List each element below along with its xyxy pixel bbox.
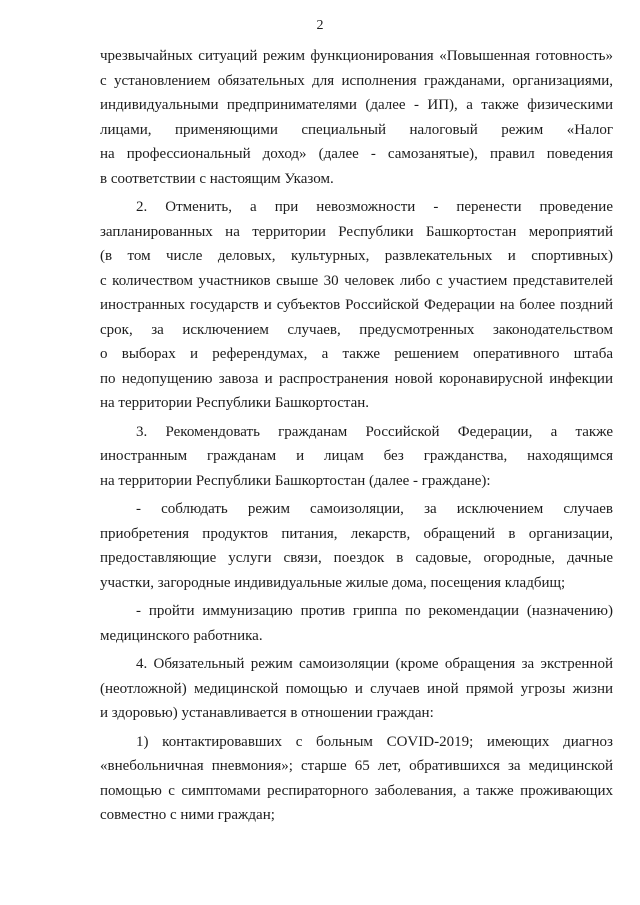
text-line: совместно с ними граждан; [100,807,275,823]
paragraph-p2 [100,420,613,494]
paragraph-p3 [100,497,613,595]
text-line: (в том числе деловых, культурных, развлекательных и спортивных) [100,248,613,264]
text-line: 4. Обязательный режим самоизоляции (кроме обращения за экстренной [136,656,613,672]
text-line: (неотложной) медицинской помощью и случаев иной прямой угрозы жизни [100,680,613,697]
paragraph-p6 [100,730,613,828]
page-number: 2 [316,18,324,33]
text-line: «внебольничная пневмония»; старше 65 лет, обратившихся за медицинской [100,758,613,774]
text-line: в соответствии с настоящим Указом. [100,170,334,187]
text-line: участки, загородные индивидуальные жилые дома, посещения кладбищ; [100,574,566,591]
text-line: предоставляющие услуги связи, поездок в садовые, огородные, дачные [100,550,613,566]
paragraph-p0 [100,44,613,191]
paragraph-p1 [100,195,613,416]
text-line: по недопущению завоза и распространения новой коронавирусной инфекции [100,370,613,387]
text-line: на территории Республики Башкортостан (далее - граждане): [100,472,491,489]
text-line: помощью с симптомами респираторного заболевания, а также проживающих [100,782,613,799]
text-line: на профессиональный доход» (далее - самозанятые), правил поведения [100,146,613,162]
text-line: с установлением обязательных для исполнения гражданами, организациями, [100,72,613,89]
text-line: 2. Отменить, а при невозможности - перенести проведение [136,199,613,215]
text-line: - соблюдать режим самоизоляции, за исключением случаев [136,501,613,517]
text-line: срок, за исключением случаев, предусмотренных законодательством [100,321,613,338]
document-body [100,44,613,828]
text-line: 1) контактировавших с больным COVID-2019; имеющих диагноз [136,733,613,750]
text-line: о выборах и референдумах, а также решением оперативного штаба [100,346,613,362]
paragraph-p5 [100,652,613,726]
text-line: чрезвычайных ситуаций режим функционирования «Повышенная готовность» [100,48,613,64]
paragraph-p4 [100,599,613,648]
text-line: иностранных государств и субъектов Российской Федерации на более поздний [100,297,613,313]
text-line: иностранным гражданам и лицам без гражданства, находящимся [100,448,613,464]
text-line: запланированных на территории Республики Башкортостан мероприятий [100,223,613,240]
text-line: лицами, применяющими специальный налоговый режим «Налог [100,121,613,138]
text-line: с количеством участников свыше 30 человек либо с участием представителей [100,272,613,289]
text-line: приобретения продуктов питания, лекарств, обращений в организации, [100,525,613,542]
text-line: - пройти иммунизацию против гриппа по рекомендации (назначению) [136,603,613,619]
text-line: медицинского работника. [100,627,263,644]
text-line: на территории Республики Башкортостан. [100,395,370,411]
text-line: и здоровью) устанавливается в отношении граждан: [100,705,434,721]
text-line: 3. Рекомендовать гражданам Российской Федерации, а также [136,423,613,440]
text-line: индивидуальными предпринимателями (далее - ИП), а также физическими [100,97,613,113]
